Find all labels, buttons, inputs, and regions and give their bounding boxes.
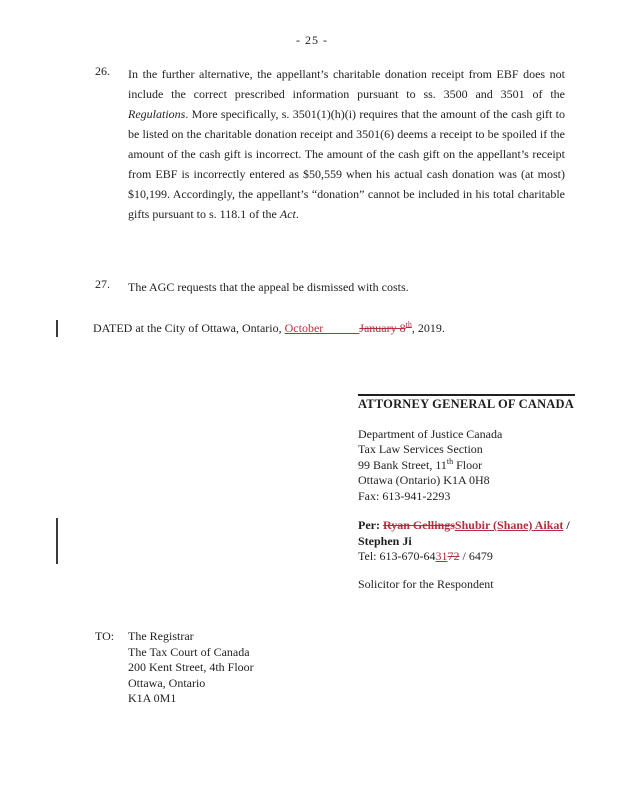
solicitor-role-line: Solicitor for the Respondent [358, 576, 494, 591]
paragraph-number: 26. [95, 64, 110, 78]
tel-suffix: / 6479 [459, 549, 493, 563]
para26-seg3: . More specifically, s. 3501(1)(h)(i) requires that the amount of the cash gift to be listed on the charitable donation receipt and 3501(6) deems a receipt to be spoiled if the amount of the cash gift is incorrect. The amount of the cash gift on the appellant’s receipt from EBF is incorrectly entered as $50,559 when his actual cash donation was (at most) $10,199. Accordingly, the appellant’s “donation” cannot be included in his total charitable gifts pursuant to s. 118.1 of the [128, 107, 565, 221]
revision-change-bar [56, 320, 58, 337]
to-address-line: Ottawa, Ontario [128, 675, 206, 690]
page-number-header: - 25 - [296, 33, 328, 47]
tel-line [358, 549, 579, 565]
street-rest: Floor [453, 457, 483, 472]
paragraph-text [128, 64, 565, 224]
to-address-line: The Registrar [128, 629, 194, 643]
to-address-line: The Tax Court of Canada [128, 644, 250, 659]
dated-deleted-superscript: th [405, 320, 412, 329]
signature-block [358, 394, 579, 592]
per-label: Per: [358, 518, 383, 532]
city-line: Ottawa (Ontario) K1A 0H8 [358, 473, 490, 487]
paragraph-27 [95, 277, 567, 297]
para26-regulations-italic: Regulations [128, 107, 186, 121]
dated-deleted-base: January 8 [359, 321, 406, 335]
to-block [95, 629, 395, 707]
signature-rule [358, 394, 575, 396]
to-address [128, 629, 395, 707]
para26-seg5: . [295, 207, 299, 221]
spacer [358, 565, 579, 577]
paragraph-number: 27. [95, 277, 110, 291]
per-inserted-name: Shubir (Shane) Aikat [454, 518, 564, 532]
dept-line: Department of Justice Canada [358, 426, 503, 441]
dated-prefix: DATED at the City of Ottawa, Ontario, [93, 321, 285, 335]
spacer [358, 413, 579, 427]
dated-deleted-text [359, 321, 412, 335]
per-deleted-name: Ryan Gellings [382, 518, 455, 532]
per-rest: / Stephen Ji [358, 518, 570, 548]
dated-suffix: , 2019. [411, 321, 445, 335]
street-base: 99 Bank Street, 11 [358, 457, 447, 472]
spacer [358, 504, 579, 518]
party-name: ATTORNEY GENERAL OF CANADA [358, 397, 574, 411]
tel-inserted-digits: 31 [435, 549, 448, 563]
para26-act-italic: Act [279, 207, 296, 221]
section-line: Tax Law Services Section [358, 442, 483, 456]
paragraph-text: The AGC requests that the appeal be dismissed with costs. [128, 280, 409, 294]
to-label: TO: [95, 629, 115, 643]
per-line [358, 518, 579, 549]
to-address-line: 200 Kent Street, 4th Floor [128, 660, 254, 674]
paragraph-26 [95, 64, 567, 224]
street-superscript: th [446, 456, 454, 466]
para26-seg1: In the further alternative, the appellant’s charitable donation receipt from EBF does not include the correct prescribed information pursuant to ss. 3500 and 3501 of the [128, 67, 565, 101]
street-line [358, 458, 579, 474]
dated-inserted-text: October [284, 321, 360, 335]
to-address-line: K1A 0M1 [128, 691, 177, 705]
tel-deleted-digits: 72 [447, 549, 460, 563]
revision-change-bar [56, 518, 58, 564]
fax-line: Fax: 613-941-2293 [358, 488, 451, 503]
tel-prefix: Tel: 613-670-64 [358, 549, 436, 563]
dated-line [93, 319, 573, 337]
